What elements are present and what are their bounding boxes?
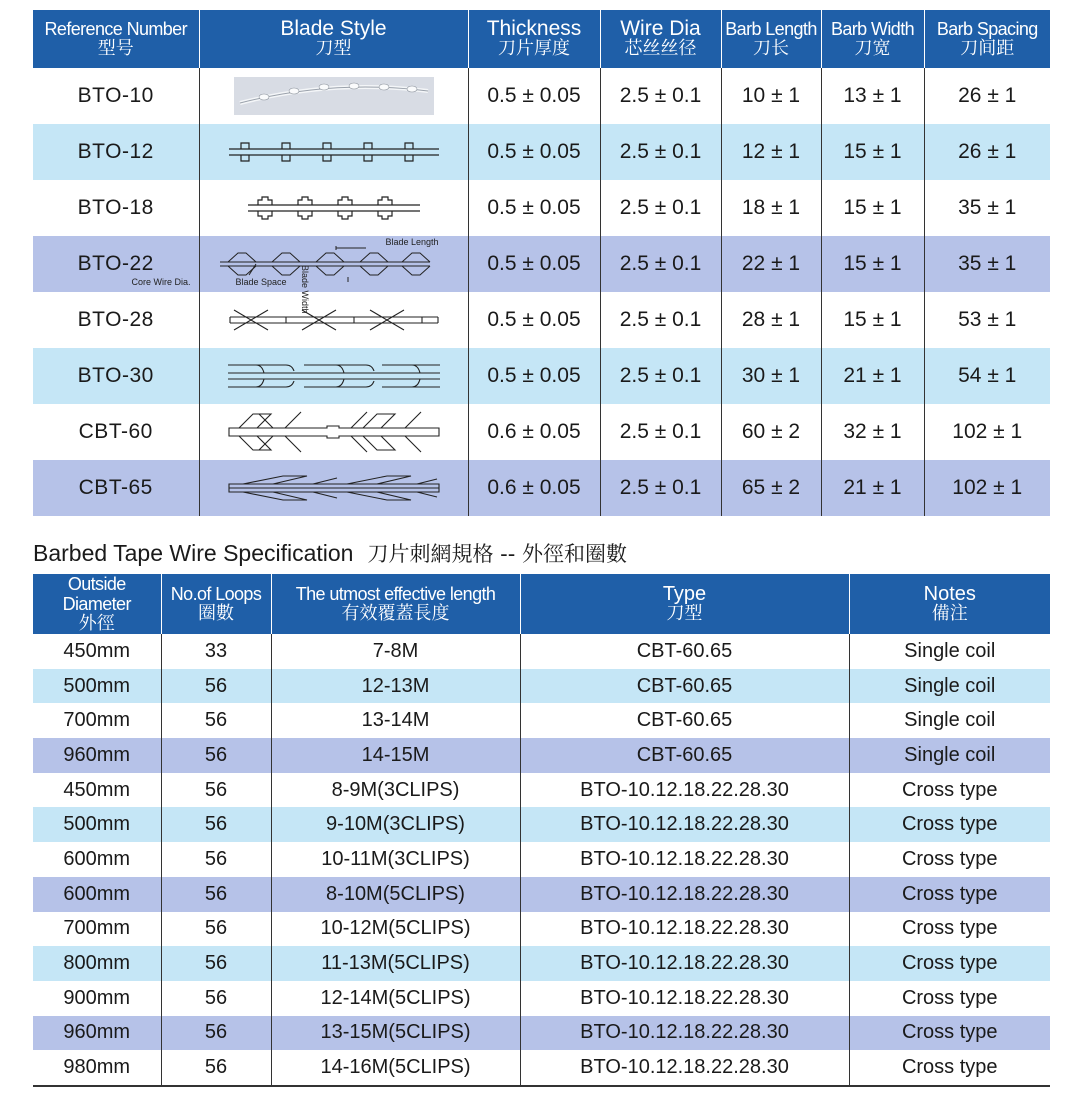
header-barb-width: Barb Width 刀宽 [821,10,924,68]
barb-spacing-cell: 102 ± 1 [924,404,1050,460]
blade-bto-12-diagram [199,124,468,180]
length-cell: 10-12M(5CLIPS) [271,912,520,947]
type-cell: BTO-10.12.18.22.28.30 [520,1016,849,1051]
type-cell: BTO-10.12.18.22.28.30 [520,773,849,808]
barb-length-cell: 10 ± 1 [721,68,821,124]
diameter-cell: 700mm [33,912,161,947]
spec-table-header-row [33,10,1050,68]
loops-cell: 56 [161,703,271,738]
section-title-en: Barbed Tape Wire Specification [33,540,354,566]
barb-spacing-cell: 102 ± 1 [924,460,1050,516]
length-cell: 13-14M [271,703,520,738]
header-effective-length: The utmost effective length 有效覆蓋長度 [271,574,520,634]
notes-cell: Single coil [849,634,1050,669]
model-cell: CBT-65 [33,460,199,516]
header-no-of-loops: No.of Loops 圈數 [161,574,271,634]
loops-cell: 56 [161,738,271,773]
loops-cell: 56 [161,912,271,947]
barb-spacing-cell: 54 ± 1 [924,348,1050,404]
length-cell: 10-11M(3CLIPS) [271,842,520,877]
table-row [33,180,1050,236]
table-row [33,236,1050,292]
header-wire-dia: Wire Dia 芯丝丝径 [600,10,721,68]
notes-cell: Cross type [849,946,1050,981]
table-row [33,877,1050,912]
table-row [33,738,1050,773]
loops-cell: 33 [161,634,271,669]
barb-spacing-cell: 26 ± 1 [924,68,1050,124]
model-cell: BTO-18 [33,180,199,236]
loops-cell: 56 [161,1050,271,1086]
barb-length-cell: 28 ± 1 [721,292,821,348]
model-cell: CBT-60 [33,404,199,460]
barb-spacing-cell: 35 ± 1 [924,236,1050,292]
header-thickness: Thickness 刀片厚度 [468,10,600,68]
loops-cell: 56 [161,877,271,912]
diameter-cell: 960mm [33,1016,161,1051]
wire-dia-cell: 2.5 ± 0.1 [600,68,721,124]
model-cell: BTO-30 [33,348,199,404]
barb-width-cell: 15 ± 1 [821,124,924,180]
header-barb-spacing: Barb Spacing 刀间距 [924,10,1050,68]
thickness-cell: 0.5 ± 0.05 [468,68,600,124]
wire-dia-cell: 2.5 ± 0.1 [600,236,721,292]
length-cell: 12-13M [271,669,520,704]
barb-width-cell: 15 ± 1 [821,236,924,292]
diameter-cell: 450mm [33,773,161,808]
loops-cell: 56 [161,669,271,704]
length-cell: 14-16M(5CLIPS) [271,1050,520,1086]
table-row [33,634,1050,669]
table-row [33,842,1050,877]
header-reference-number: Reference Number 型号 [33,10,199,68]
barb-length-cell: 22 ± 1 [721,236,821,292]
barb-length-cell: 65 ± 2 [721,460,821,516]
barb-spacing-cell: 35 ± 1 [924,180,1050,236]
length-cell: 8-9M(3CLIPS) [271,773,520,808]
length-cell: 12-14M(5CLIPS) [271,981,520,1016]
barb-width-cell: 13 ± 1 [821,68,924,124]
loops-cell: 56 [161,842,271,877]
type-cell: BTO-10.12.18.22.28.30 [520,1050,849,1086]
diameter-cell: 980mm [33,1050,161,1086]
barb-width-cell: 32 ± 1 [821,404,924,460]
table-row [33,404,1050,460]
diameter-cell: 960mm [33,738,161,773]
type-cell: CBT-60.65 [520,738,849,773]
barb-length-cell: 18 ± 1 [721,180,821,236]
type-cell: BTO-10.12.18.22.28.30 [520,877,849,912]
diameter-cell: 900mm [33,981,161,1016]
wire-dia-cell: 2.5 ± 0.1 [600,348,721,404]
loops-cell: 56 [161,946,271,981]
notes-cell: Cross type [849,1016,1050,1051]
model-cell: BTO-10 [33,68,199,124]
diameter-cell: 450mm [33,634,161,669]
section-title [33,538,627,568]
blade-bto-18-diagram [199,180,468,236]
label-blade-length: Blade Length [385,237,439,247]
barb-width-cell: 15 ± 1 [821,292,924,348]
type-cell: CBT-60.65 [520,703,849,738]
notes-cell: Cross type [849,842,1050,877]
length-cell: 14-15M [271,738,520,773]
notes-cell: Cross type [849,773,1050,808]
notes-cell: Cross type [849,807,1050,842]
length-cell: 8-10M(5CLIPS) [271,877,520,912]
barb-length-cell: 12 ± 1 [721,124,821,180]
barb-width-cell: 15 ± 1 [821,180,924,236]
table-row [33,807,1050,842]
diameter-cell: 600mm [33,877,161,912]
loops-cell: 56 [161,773,271,808]
barb-spacing-cell: 26 ± 1 [924,124,1050,180]
section-title-cn: 刀片刺網規格 -- 外徑和圈數 [367,542,627,566]
blade-bto-28-diagram [199,292,468,348]
table-row [33,703,1050,738]
table-row [33,460,1050,516]
header-type: Type 刀型 [520,574,849,634]
wire-dia-cell: 2.5 ± 0.1 [600,292,721,348]
wire-dia-cell: 2.5 ± 0.1 [600,180,721,236]
length-cell: 11-13M(5CLIPS) [271,946,520,981]
loops-cell: 56 [161,1016,271,1051]
model-cell: BTO-22 [33,236,199,292]
loops-cell: 56 [161,807,271,842]
type-cell: CBT-60.65 [520,634,849,669]
model-cell: BTO-12 [33,124,199,180]
table-row [33,124,1050,180]
table-row [33,1050,1050,1086]
blade-cbt-60-diagram [199,404,468,460]
barb-length-cell: 60 ± 2 [721,404,821,460]
barb-spacing-cell: 53 ± 1 [924,292,1050,348]
table-row [33,68,1050,124]
thickness-cell: 0.5 ± 0.05 [468,180,600,236]
thickness-cell: 0.5 ± 0.05 [468,236,600,292]
header-notes: Notes 備注 [849,574,1050,634]
header-blade-style: Blade Style 刀型 [199,10,468,68]
type-cell: BTO-10.12.18.22.28.30 [520,807,849,842]
table-row [33,946,1050,981]
length-cell: 9-10M(3CLIPS) [271,807,520,842]
model-cell: BTO-28 [33,292,199,348]
blade-spec-table [33,10,1050,516]
notes-cell: Single coil [849,703,1050,738]
blade-bto-22-diagram [131,236,468,314]
coil-spec-table [33,574,1050,1087]
barb-width-cell: 21 ± 1 [821,348,924,404]
table-row [33,669,1050,704]
blade-cbt-65-diagram [199,460,468,516]
diameter-cell: 700mm [33,703,161,738]
notes-cell: Single coil [849,669,1050,704]
table-row [33,292,1050,348]
type-cell: CBT-60.65 [520,669,849,704]
thickness-cell: 0.6 ± 0.05 [468,404,600,460]
coil-table-header-row [33,574,1050,634]
table-row [33,981,1050,1016]
length-cell: 13-15M(5CLIPS) [271,1016,520,1051]
type-cell: BTO-10.12.18.22.28.30 [520,912,849,947]
wire-dia-cell: 2.5 ± 0.1 [600,404,721,460]
length-cell: 7-8M [271,634,520,669]
diameter-cell: 500mm [33,669,161,704]
coil-table-wrapper [33,574,1050,1087]
barb-length-cell: 30 ± 1 [721,348,821,404]
diameter-cell: 500mm [33,807,161,842]
header-outside-diameter: Outside Diameter 外徑 [33,574,161,634]
spec-table-wrapper [33,10,1050,516]
notes-cell: Single coil [849,738,1050,773]
notes-cell: Cross type [849,912,1050,947]
blade-bto-30-diagram [199,348,468,404]
notes-cell: Cross type [849,877,1050,912]
thickness-cell: 0.5 ± 0.05 [468,292,600,348]
type-cell: BTO-10.12.18.22.28.30 [520,946,849,981]
diameter-cell: 800mm [33,946,161,981]
label-blade-space: Blade Space [235,277,287,287]
thickness-cell: 0.5 ± 0.05 [468,348,600,404]
wire-dia-cell: 2.5 ± 0.1 [600,124,721,180]
type-cell: BTO-10.12.18.22.28.30 [520,842,849,877]
wire-dia-cell: 2.5 ± 0.1 [600,460,721,516]
table-row [33,773,1050,808]
blade-bto-10-image [199,68,468,124]
table-row [33,1016,1050,1051]
type-cell: BTO-10.12.18.22.28.30 [520,981,849,1016]
barb-width-cell: 21 ± 1 [821,460,924,516]
diameter-cell: 600mm [33,842,161,877]
loops-cell: 56 [161,981,271,1016]
thickness-cell: 0.5 ± 0.05 [468,124,600,180]
notes-cell: Cross type [849,981,1050,1016]
label-blade-width: Blade Width [299,265,310,314]
label-core-wire: Core Wire Dia. [131,277,191,287]
table-row [33,912,1050,947]
header-barb-length: Barb Length 刀长 [721,10,821,68]
thickness-cell: 0.6 ± 0.05 [468,460,600,516]
notes-cell: Cross type [849,1050,1050,1086]
table-row [33,348,1050,404]
coil-table-body [33,634,1050,1086]
